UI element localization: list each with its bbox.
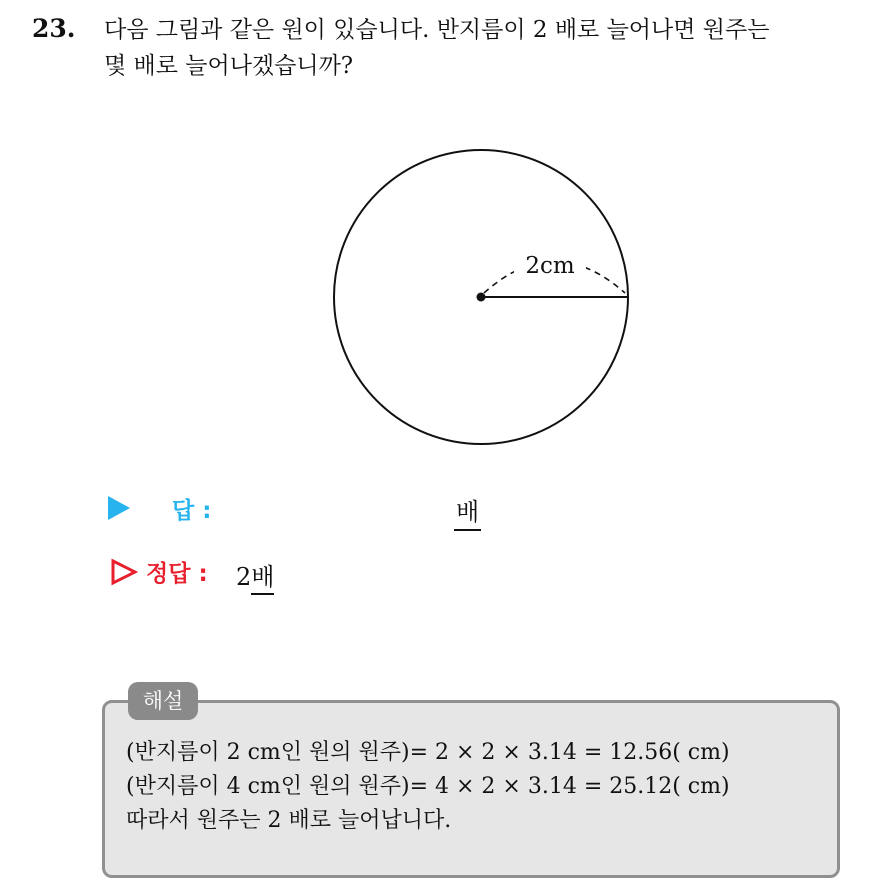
answer-label: 답 : xyxy=(172,498,212,524)
correct-answer-number: 2 xyxy=(236,563,252,591)
correct-answer-value xyxy=(236,557,274,592)
explanation-line: 따라서 원주는 2 배로 늘어납니다. xyxy=(126,808,452,833)
explanation-line: (반지름이 4 cm인 원의 원주)= 4 × 2 × 3.14 = 25.12( cm) xyxy=(126,774,730,799)
question-number: 23. xyxy=(32,14,76,43)
question-text: 다음 그림과 같은 원이 있습니다. 반지름이 2 배로 늘어나면 원주는 몇 배로 늘어나겠습니까? xyxy=(104,17,770,79)
explanation-line: (반지름이 2 cm인 원의 원주)= 2 × 2 × 3.14 = 12.56( cm) xyxy=(126,740,730,765)
center-point xyxy=(477,293,486,302)
correct-answer-row xyxy=(108,553,608,593)
outline-play-icon xyxy=(110,558,138,586)
radius-label: 2cm xyxy=(525,253,575,279)
explanation-text xyxy=(126,736,826,838)
answer-blank-unit[interactable]: 배 xyxy=(454,492,481,531)
correct-answer-unit: 배 xyxy=(251,563,274,595)
play-icon xyxy=(108,496,130,520)
explanation-tag: 해설 xyxy=(128,682,198,720)
answer-row xyxy=(108,490,608,530)
correct-answer-label: 정답 : xyxy=(146,561,208,587)
